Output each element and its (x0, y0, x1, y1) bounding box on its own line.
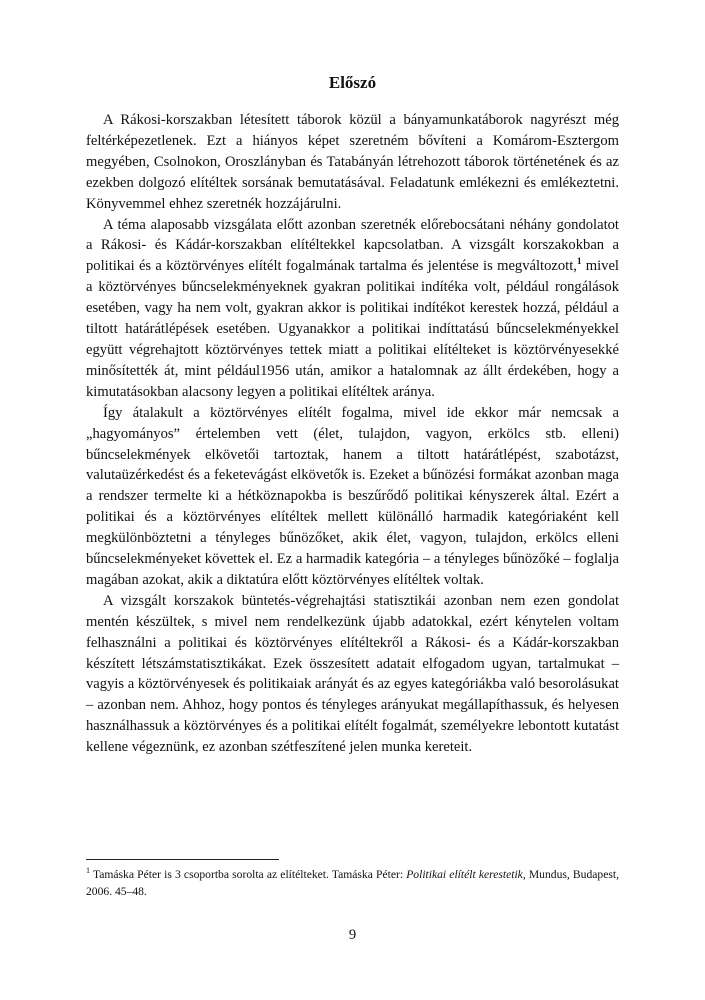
footnote-divider (86, 859, 279, 860)
page-title: Előszó (328, 73, 377, 92)
paragraph-2 (86, 215, 619, 403)
paragraph-3: Így átalakult a köztörvényes elítélt fogalma, mivel ide ekkor már nemcsak a „hagyományos” értelemben vett (élet, tulajdon, vagyon, erkölcs stb. elleni) bűncselekmények elkövetői tartoztak, hanem a tiltott határátlépést, szabotázst, valutaüzérkedést és a feketevágást elkövetők is. Ezeket a bűnözési formákat azonban maga a rendszer termelte ki a hétköznapokba is beszűrődő politikai kényszerek által. Ezért a politikai és a köztörvényes elítéltek mellett különálló harmadik kategóriaként kell megkülönböztetni a tényleges bűnözőket, akik élet, vagyon, tulajdon, erkölcs elleni bűncselekményeket követtek el. Ez a harmadik kategória – a tényleges bűnözőké – foglalja magában azokat, akik a diktatúra előtt köztörvényes elítéltek voltak. (86, 404, 619, 588)
paragraph-4: A vizsgált korszakok büntetés-végrehajtási statisztikái azonban nem ezen gondolat mentén készültek, s mivel nem rendelkezünk újabb adatokkal, ezért kénytelen voltam felhasználni a politikai és köztörvényes elítéltekről a Rákosi- és a Kádár-korszakban készített létszámstatisztikákat. Ezek összesített adatait elfogadom ugyan, tartalmukat – vagyis a köztörvényesek és politikaiak arányát és az egyes kategóriákba való besorolásukat – azonban nem. Ahhoz, hogy pontos és tényleges arányukat megállapíthassuk, és helyesen használhassuk a köztörvényes és a politikai elítélt fogalmát, személyekre lebontott kutatást kellene végeznünk, ez azonban szétfeszítené jelen munka kereteit. (86, 592, 619, 756)
footnote-text-before: Tamáska Péter is 3 csoportba sorolta az elítélteket. Tamáska Péter: (90, 868, 407, 881)
body-text (86, 110, 619, 758)
footnote-book-title: Politikai elítélt kerestetik (406, 868, 523, 881)
footnote-marker: 1 (86, 866, 90, 876)
document-page (86, 0, 619, 1000)
footnote (86, 866, 619, 900)
paragraph-2-text-after: mivel a köztörvényes bűncselekményeknek gyakran politikai indítéka volt, például rongálások esetében, vagy ha nem volt, gyakran akkor is politikai indítékot kerestek hozzá, például a tiltott határátlépések esetében. Ugyanakkor a politikai indíttatású bűncselekményekkel együtt végrehajtott köztörvényes tettek miatt a politikai elítélteket is köztörvényesekké minősítették át, mint például1956 után, amikor a hatalomnak az állt érdekében, hogy a kimutatásokban alacsony legyen a politikai elítéltek aránya. (86, 258, 619, 400)
page-number: 9 (348, 927, 357, 943)
paragraph-1: A Rákosi-korszakban létesített táborok közül a bányamunkatáborok nagyrészt még feltérképezetlenek. Ezt a hiányos képet szeretném bővíteni a Komárom-Esztergom megyében, Csolnokon, Oroszlányban és Tatabányán létrehozott táborok történetének és az ezekben dolgozó elítéltek sorsának bemutatásával. Feladatunk emlékezni és emlékeztetni. Könyvemmel ehhez szeretnék hozzájárulni. (86, 112, 619, 212)
footnote-text-after: , Mundus, Budapest, 2006. 45–48. (86, 868, 619, 898)
footnote-reference: 1 (576, 256, 582, 267)
paragraph-2-text-before: A téma alaposabb vizsgálata előtt azonban szeretnék előrebocsátani néhány gondolatot a Rákosi- és Kádár-korszakban elítéltekkel kapcsolatban. A vizsgált korszakokban a politikai és a köztörvényes elítélt fogalmának tartalma és jelentése is megváltozott, (86, 216, 619, 275)
